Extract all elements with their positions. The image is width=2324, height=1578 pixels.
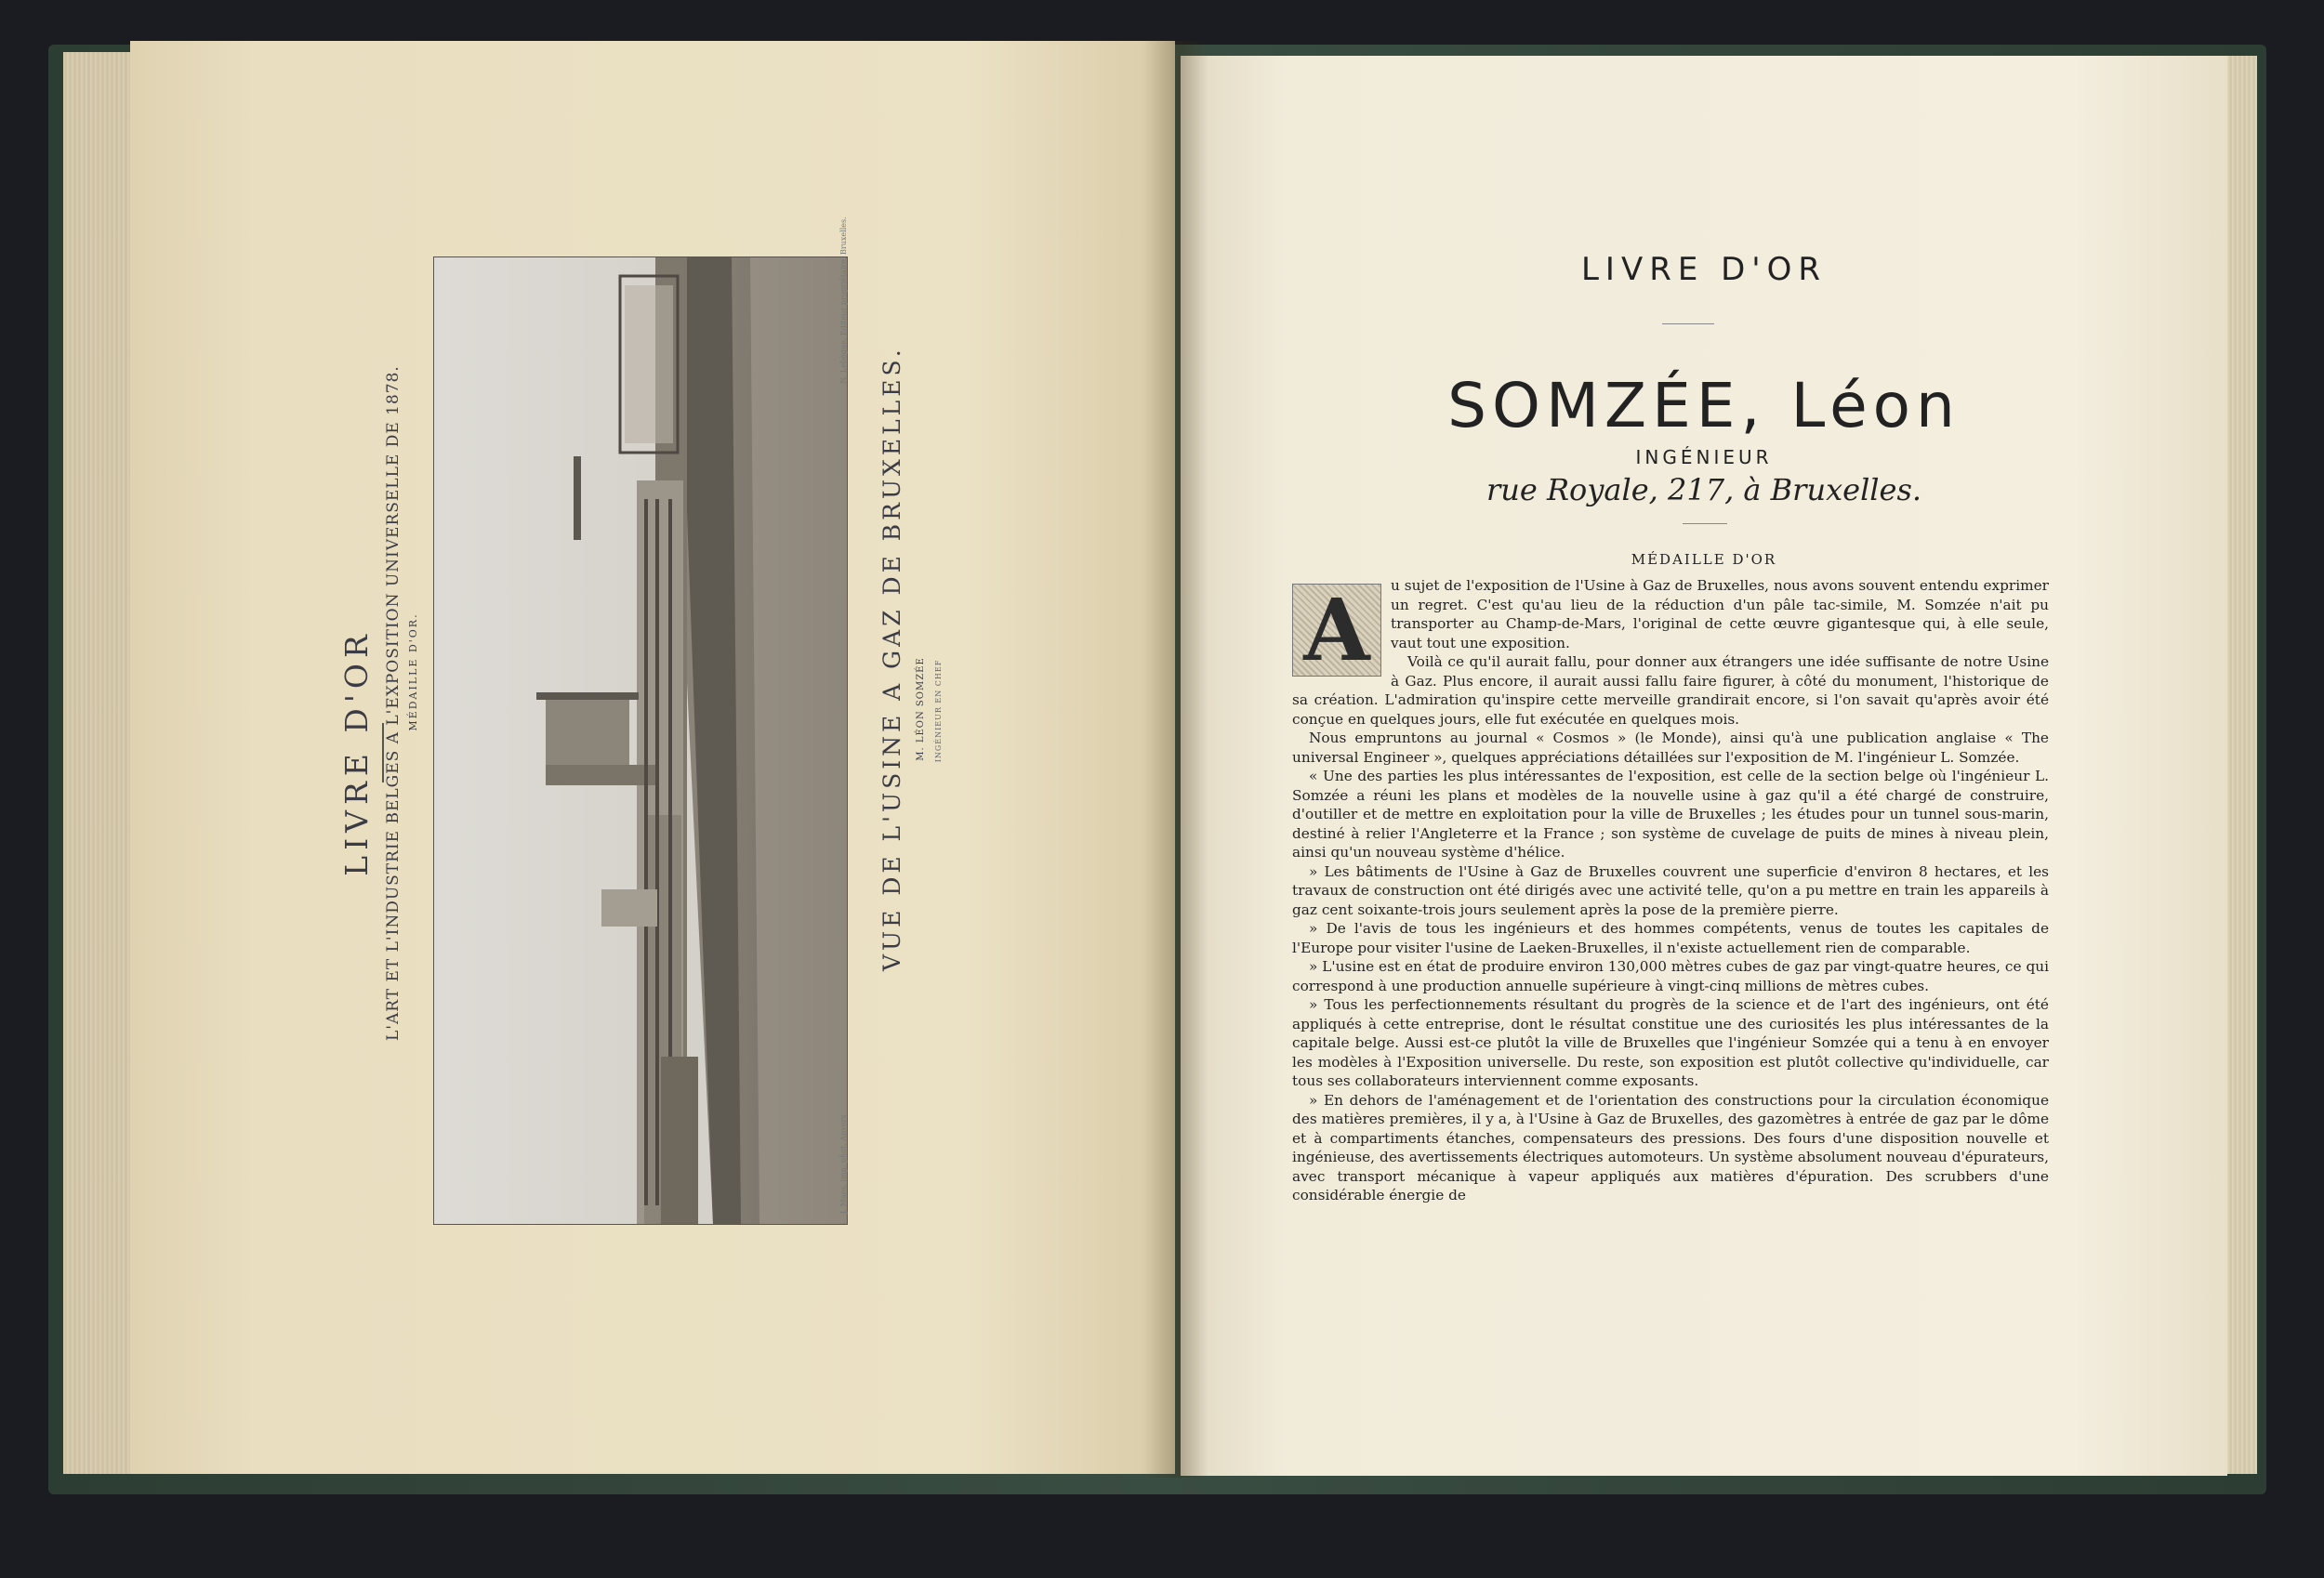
paragraph: » En dehors de l'aménagement et de l'orientation des constructions pour la circulation économique des matières premières, il y a, à l'Usine à Gaz de Bruxelles, des gazomètres à entrée de gaz par le dôme et à compartiments étanches, compensateurs des pressions. Des fours d'une disposition nouvelle et ingénieuse, des avertissements électriques automoteurs. Un système absolument nouveau d'épurateurs, avec transport mécanique à vapeur appliqués aux matières d'épuration. Des scrubbers d'une considérable énergie de (1292, 1091, 2049, 1203)
plate-subtitle: M. LÉON SOMZÉE (916, 657, 926, 761)
paragraph: » L'usine est en état de produire environ 130,000 mètres cubes de gaz par vingt-quatre heures, ce qui correspond à une production annuelle supérieure à vingt-cinq millions de mètres cubes. (1292, 958, 2049, 994)
gasworks-photograph (433, 256, 848, 1225)
award-heading: MÉDAILLE D'OR (1631, 551, 1777, 568)
paragraph: « Une des parties les plus intéressantes de l'exposition, est celle de la section belge où l'ingénieur L. Somzée a réuni les plans et modèles de la nouvelle usine à gaz qu'il a été chargé de construire, d'outiller et de mettre en exploitation pour la ville de Bruxelles ; les études pour un tunnel sous-marin, destiné à relier l'Angleterre et la France ; son système de cuvelage de puits de mines à niveau plein, ainsi qu'un nouveau système d'hélice. (1292, 768, 2049, 861)
plate-title-block (878, 346, 905, 971)
paragraph: u sujet de l'exposition de l'Usine à Gaz de Bruxelles, nous avons souvent entendu exprimer un regret. C'est qu'au lieu de la réduction d'un pâle tac-simile, M. Somzée n'ait pu transporter au Champ-de-Mars, l'original de cette œuvre gigantesque qui, à elle seule, vaut tout une exposition. (1391, 577, 2049, 651)
paragraph: Voilà ce qu'il aurait fallu, pour donner aux étrangers une idée suffisante de notre Usine à Gaz. Plus encore, il aurait aussi fallu faire figurer, à côté du monument, l'historique de sa création. L'admiration qu'inspire cette merveille grandirait encore, si l'on savait qu'après avoir été conçue en quelques jours, elle fut exécutée en quelques mois. (1292, 653, 2049, 728)
printer-credit: J. Maes, imp. phot. Anvers (839, 1114, 848, 1214)
address-rule (1683, 523, 1727, 524)
dropcap-ornament (1292, 580, 1381, 680)
page-edges-right (2224, 56, 2257, 1474)
left-page-medal: MÉDAILLE D'OR. (407, 612, 419, 731)
paragraph: » De l'avis de tous les ingénieurs et des hommes compétents, venus de toutes les capitales de l'Europe pour visiter l'usine de Laeken-Bruxelles, il n'existe actuellement rien de comparable. (1292, 920, 2049, 956)
left-page-title: LIVRE D'OR (338, 629, 375, 876)
dropcap-letter: A (1303, 580, 1370, 680)
paragraph: » Les bâtiments de l'Usine à Gaz de Bruxelles couvrent une superficie d'environ 8 hectares, et les travaux de construction ont été dirigés avec une activité telle, qu'on a pu mettre en train les appareils à gaz cent soixante-trois jours seulement après la pose de la première pierre. (1292, 862, 2049, 918)
plate-subtitle-block (916, 635, 926, 783)
plate-title: VUE DE L'USINE A GAZ DE BRUXELLES. (878, 346, 905, 971)
left-subtitle-block (384, 365, 403, 1041)
plate-subtitle2: INGÉNIEUR EN CHEF (934, 659, 943, 763)
plate-subtitle2-block (934, 637, 943, 785)
series-rule (1662, 323, 1714, 324)
article-body (1292, 576, 2049, 1205)
left-medal-block (407, 551, 419, 793)
paragraph: » Tous les perfectionnements résultant du progrès de la science et de l'art des ingénieurs, ont été appliqués à cette entreprise, dont le résultat constitue une des curiosités les plus intéressantes de la capitale belge. Aussi est-ce plutôt la ville de Bruxelles que l'ingénieur Somzée qui a tenu à en envoyer les modèles à l'Exposition universelle. Du reste, son exposition est plutôt collective qu'individuelle, car tous ses collaborateurs interviennent comme exposants. (1292, 996, 2049, 1089)
profession: INGÉNIEUR (1635, 446, 1773, 468)
address: rue Royale, 217, à Bruxelles. (1486, 472, 1922, 507)
publisher-credit: N. Lebègue, Editeur propriétaire, Bruxelles. (839, 217, 848, 384)
paragraph: Nous empruntons au journal « Cosmos » (le Monde), ainsi qu'à une publication anglaise « The universal Engineer », quelques appréciations détaillées sur l'exposition de M. l'ingénieur L. Somzée. (1292, 730, 2049, 766)
left-page-subtitle: L'ART ET L'INDUSTRIE BELGES A L'EXPOSITION UNIVERSELLE DE 1878. (384, 365, 403, 1041)
person-name: SOMZÉE, Léon (1447, 370, 1961, 441)
series-title: LIVRE D'OR (1580, 251, 1828, 288)
printer-credit-block (839, 1114, 848, 1214)
publisher-credit-block (839, 165, 848, 435)
